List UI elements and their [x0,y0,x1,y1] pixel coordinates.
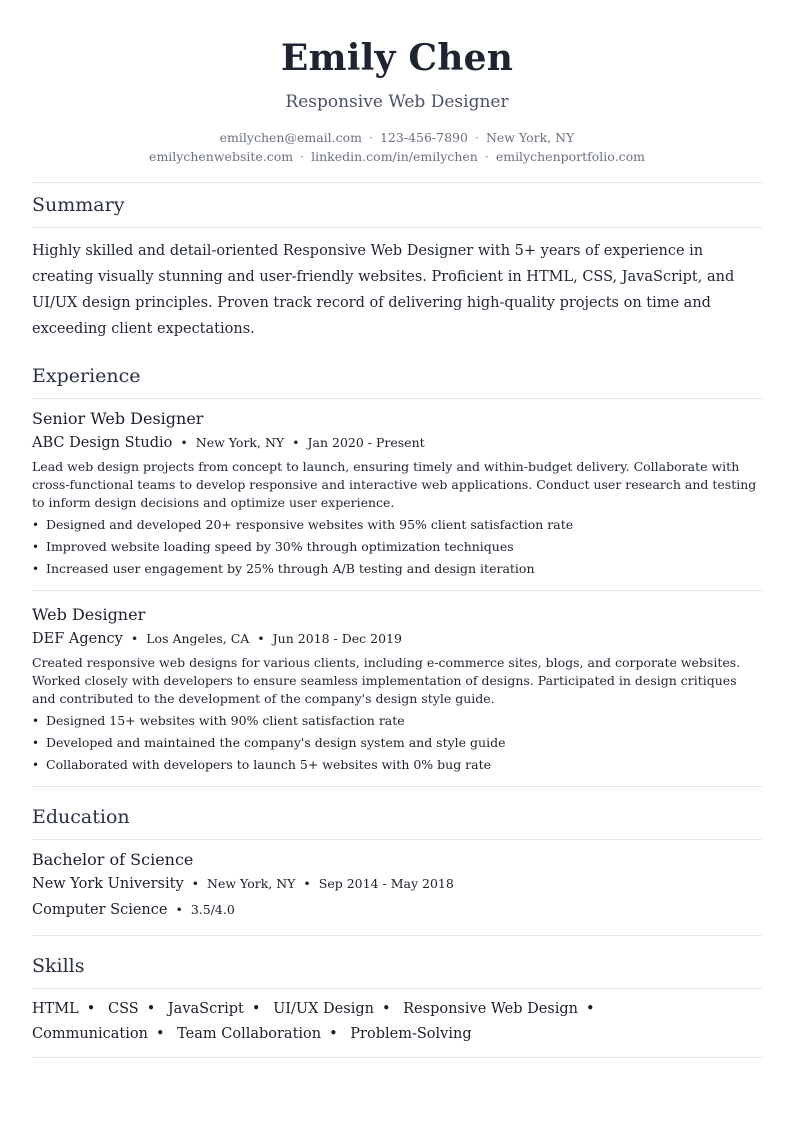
skill-label: Problem-Solving [350,1026,472,1042]
skill-label: CSS [107,1001,139,1017]
skill-item [32,1001,103,1017]
bullet-separator: • [381,1001,391,1017]
company-name: ABC Design Studio [32,435,173,451]
job-title: Senior Web Designer [32,409,204,428]
separator: · [474,130,479,145]
degree-title: Bachelor of Science [32,850,194,869]
skill-label: Responsive Web Design [403,1001,578,1017]
location-text: New York, NY [485,130,575,145]
job-meta [32,432,762,454]
section-title-summary: Summary [32,194,125,216]
portfolio-link[interactable]: emilychenportfolio.com [495,149,645,164]
bullet-separator: • [191,876,200,891]
bullet-separator: • [292,435,300,450]
skills-section [32,954,762,1058]
skill-item [177,1026,346,1042]
job-dates: Jan 2020 - Present [307,435,425,450]
summary-section [32,193,762,342]
bullet-separator: • [130,631,139,646]
bullet-separator: • [257,631,265,646]
divider [32,182,762,183]
field-of-study: Computer Science [32,902,168,918]
education-entry [32,849,762,923]
school-name: New York University [32,876,184,892]
field-line [32,897,762,923]
candidate-name: Emily Chen [280,37,514,79]
job-location: Los Angeles, CA [146,631,250,646]
gpa-value: 3.5/4.0 [190,902,235,917]
bullet-separator: • [180,435,188,450]
list-item: • Collaborated with developers to launch 5+ websites with 0% bug rate [32,754,762,776]
job-entry [32,604,762,776]
divider [32,839,762,840]
bullet-separator: • [303,876,311,891]
divider [32,590,762,591]
job-achievements [32,710,762,776]
education-section [32,805,762,936]
contact-line-primary [32,128,762,147]
divider [32,988,762,989]
separator: · [484,149,489,164]
section-title-skills: Skills [32,955,85,977]
skill-label: JavaScript [167,1001,244,1017]
email-link[interactable]: emilychen@email.com [219,130,362,145]
skill-item [168,1001,269,1017]
job-dates: Jun 2018 - Dec 2019 [272,631,402,646]
section-title-experience: Experience [32,365,141,387]
list-item: • Developed and maintained the company's design system and style guide [32,732,762,754]
job-entry [32,408,762,580]
skill-item [350,1026,471,1042]
summary-text: Highly skilled and detail-oriented Responsive Web Designer with 5+ years of experience in creating visually stunning and user-friendly websites. Proficient in HTML, CSS, JavaScript, and UI/UX design principles. Proven track record of delivering high-quality projects on time and exceeding client expectations. [32,243,735,337]
skill-item [108,1001,163,1017]
bullet-separator: • [175,902,183,917]
bullet-separator: • [251,1001,261,1017]
school-location: New York, NY [207,876,296,891]
bullet-separator: • [155,1026,165,1042]
job-description: Created responsive web designs for various clients, including e-commerce sites, blogs, and corporate websites. Worked closely with developers to ensure seamless implementation of designs. Participated in design critiques and contributed to the development of the company's design style guide. [32,655,741,706]
skill-label: HTML [32,1001,79,1017]
bullet-separator: • [329,1026,338,1042]
divider [32,398,762,399]
skill-label: Communication [32,1026,148,1042]
skill-label: Team Collaboration [177,1026,322,1042]
company-name: DEF Agency [32,631,123,647]
skill-item [273,1001,398,1017]
list-item: • Improved website loading speed by 30% through optimization techniques [32,536,762,558]
job-description: Lead web design projects from concept to launch, ensuring timely and within-budget delivery. Collaborate with cross-functional teams to develop responsive and interactive web applications. Conduct user research and testing to inform design decisions and optimize user experience. [32,459,757,510]
divider [32,1057,762,1058]
job-location: New York, NY [195,435,285,450]
education-dates: Sep 2014 - May 2018 [318,876,454,891]
separator: · [300,149,305,164]
linkedin-link[interactable]: linkedin.com/in/emilychen [311,149,478,164]
section-title-education: Education [32,806,130,828]
job-title: Web Designer [32,605,146,624]
job-achievements [32,514,762,580]
skill-label: UI/UX Design [273,1001,374,1017]
skills-list [32,997,672,1047]
bullet-separator: • [586,1001,595,1017]
divider [32,935,762,936]
list-item: • Designed 15+ websites with 90% client satisfaction rate [32,710,762,732]
separator: · [369,130,373,145]
bullet-separator: • [146,1001,156,1017]
phone-number: 123-456-7890 [379,130,468,145]
list-item: • Increased user engagement by 25% through A/B testing and design iteration [32,558,762,580]
job-meta [32,628,762,650]
contact-line-links [32,147,762,166]
school-line [32,871,762,897]
website-link[interactable]: emilychenwebsite.com [149,149,294,164]
experience-section [32,364,762,787]
skill-item [403,1001,602,1017]
skill-item [32,1026,173,1042]
bullet-separator: • [86,1001,96,1017]
divider [32,227,762,228]
divider [32,786,762,787]
list-item: • Designed and developed 20+ responsive websites with 95% client satisfaction rate [32,514,762,536]
resume-header [32,0,762,166]
candidate-role: Responsive Web Designer [285,92,509,112]
